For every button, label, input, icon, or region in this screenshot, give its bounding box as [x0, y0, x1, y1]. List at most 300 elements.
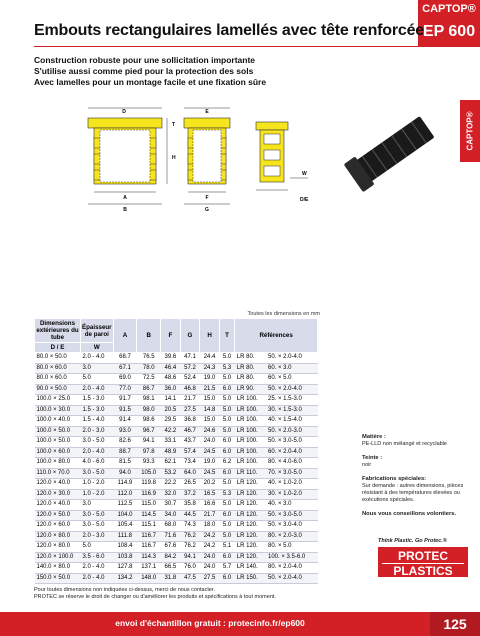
- special-text: Sur demande : autres dimensions, pièces résistant à des températures élevées ou exécutions spéciales.: [362, 483, 464, 503]
- cell-f: 62.1: [161, 458, 181, 469]
- cell-f: 53.2: [161, 468, 181, 479]
- cell-b: 76.5: [137, 353, 161, 364]
- brand-logo-line1: PROTEC: [397, 549, 448, 563]
- special-title: Fabrications spéciales:: [362, 476, 427, 482]
- cell-g: 57.2: [180, 363, 200, 374]
- units-note: Toutes les dimensions en mm: [247, 311, 320, 317]
- cell-ref-size: 40. × 1.5-4.0: [266, 416, 318, 427]
- cell-a: 108.4: [113, 542, 137, 553]
- col-header-a: A: [113, 319, 137, 353]
- cell-h: 16.5: [200, 489, 220, 500]
- cell-h: 24.4: [200, 353, 220, 364]
- cell-g: 47.5: [180, 573, 200, 584]
- sample-request-link[interactable]: envoi d'échantillon gratuit : protecinfo.fr/ep600: [115, 618, 305, 628]
- cell-ref: LR 120.: [235, 531, 266, 542]
- cell-t: 5.3: [219, 489, 234, 500]
- cell-a: 111.8: [113, 531, 137, 542]
- cell-ref: LR 110.: [235, 468, 266, 479]
- cell-thickness: 3.0: [81, 363, 114, 374]
- cell-ref: LR 120.: [235, 521, 266, 532]
- cell-h: 24.0: [200, 437, 220, 448]
- cell-f: 30.7: [161, 500, 181, 511]
- cell-t: 5.0: [219, 479, 234, 490]
- cell-a: 112.0: [113, 489, 137, 500]
- table-row: [35, 531, 318, 542]
- table-row: [35, 510, 318, 521]
- cell-g: 37.2: [180, 489, 200, 500]
- cell-a: 67.1: [113, 363, 137, 374]
- cell-f: 71.6: [161, 531, 181, 542]
- table-row: [35, 479, 318, 490]
- table-row: [35, 405, 318, 416]
- cell-h: 27.5: [200, 573, 220, 584]
- footnote-line: Pour toutes dimensions non indiquées ci-dessus, merci de nous contacter.: [34, 587, 215, 593]
- cell-ref-size: 50. × 2.0-4.0: [266, 353, 318, 364]
- cell-t: 5.0: [219, 521, 234, 532]
- cell-ref: LR 120.: [235, 510, 266, 521]
- cell-b: 72.5: [137, 374, 161, 385]
- cell-t: 5.0: [219, 500, 234, 511]
- cell-t: 6.0: [219, 447, 234, 458]
- cell-g: 44.5: [180, 510, 200, 521]
- cell-a: 68.7: [113, 353, 137, 364]
- cell-h: 24.3: [200, 363, 220, 374]
- dim-label-w: W: [302, 171, 307, 177]
- cell-b: 94.1: [137, 437, 161, 448]
- cell-t: 6.0: [219, 468, 234, 479]
- cell-f: 48.9: [161, 447, 181, 458]
- cell-ref: LR 100.: [235, 458, 266, 469]
- cell-f: 20.5: [161, 405, 181, 416]
- cell-dims: 80.0 × 60.0: [35, 363, 81, 374]
- material-title: Matière :: [362, 434, 386, 440]
- cell-ref: LR 90.: [235, 384, 266, 395]
- col-header-h: H: [200, 319, 220, 353]
- cell-dims: 100.0 × 25.0: [35, 395, 81, 406]
- cell-g: 35.8: [180, 500, 200, 511]
- cell-b: 114.5: [137, 510, 161, 521]
- cell-a: 104.0: [113, 510, 137, 521]
- cell-b: 98.1: [137, 395, 161, 406]
- cell-a: 134.2: [113, 573, 137, 584]
- cell-dims: 110.0 × 70.0: [35, 468, 81, 479]
- col-header-dims: Dimensions extérieures du tube: [36, 320, 79, 341]
- cell-f: 29.5: [161, 416, 181, 427]
- cell-ref-size: 50. × 3.0-5.0: [266, 437, 318, 448]
- dim-label-a: A: [123, 195, 127, 201]
- cell-thickness: 2.0 - 4.0: [81, 573, 114, 584]
- cell-a: 103.8: [113, 552, 137, 563]
- table-row: [35, 563, 318, 574]
- cell-ref: LR 100.: [235, 395, 266, 406]
- table-row: [35, 395, 318, 406]
- table-row: [35, 500, 318, 511]
- cell-ref-size: 80. × 4.0-6.0: [266, 458, 318, 469]
- cell-h: 19.0: [200, 374, 220, 385]
- dim-label-de: D/E: [300, 197, 309, 203]
- side-brand-tab: [460, 100, 480, 162]
- col-subheader-w: W: [81, 343, 114, 353]
- cell-g: 94.1: [180, 552, 200, 563]
- cell-h: 19.0: [200, 458, 220, 469]
- cell-dims: 120.0 × 60.0: [35, 521, 81, 532]
- cell-t: 6.0: [219, 552, 234, 563]
- table-row: [35, 458, 318, 469]
- cell-a: 91.5: [113, 405, 137, 416]
- cell-thickness: 2.0 - 4.0: [81, 384, 114, 395]
- cell-t: 6.0: [219, 437, 234, 448]
- cell-h: 24.0: [200, 552, 220, 563]
- table-row: [35, 552, 318, 563]
- cell-f: 14.1: [161, 395, 181, 406]
- cell-ref-size: 50. × 3.0-5.0: [266, 510, 318, 521]
- cell-t: 5.0: [219, 353, 234, 364]
- cell-f: 46.4: [161, 363, 181, 374]
- cell-thickness: 3.5 - 6.0: [81, 552, 114, 563]
- cell-ref: LR 100.: [235, 447, 266, 458]
- cell-t: 6.0: [219, 510, 234, 521]
- cell-h: 21.5: [200, 384, 220, 395]
- table-row: [35, 374, 318, 385]
- cell-h: 20.2: [200, 479, 220, 490]
- cell-thickness: 4.0 - 6.0: [81, 458, 114, 469]
- cell-a: 82.6: [113, 437, 137, 448]
- cell-f: 67.6: [161, 542, 181, 553]
- cell-thickness: 2.0 - 4.0: [81, 353, 114, 364]
- cell-b: 96.7: [137, 426, 161, 437]
- cell-t: 6.0: [219, 573, 234, 584]
- table-row: [35, 447, 318, 458]
- cell-g: 76.0: [180, 563, 200, 574]
- cell-a: 91.7: [113, 395, 137, 406]
- col-header-t: T: [219, 319, 234, 353]
- cell-ref: LR 120.: [235, 552, 266, 563]
- cell-ref-size: 80. × 2.0-4.0: [266, 563, 318, 574]
- footnote-line: PROTEC se réserve le droit de changer ou d'améliorer les produits et spécifications à tout moment.: [34, 594, 276, 600]
- dim-label-g: G: [205, 207, 209, 213]
- cell-a: 105.4: [113, 521, 137, 532]
- cell-dims: 100.0 × 50.0: [35, 437, 81, 448]
- technical-drawing: [34, 104, 334, 214]
- cell-f: 33.1: [161, 437, 181, 448]
- dim-label-e: E: [205, 109, 209, 115]
- cell-ref-size: 60. × 5.0: [266, 374, 318, 385]
- cell-t: 6.2: [219, 458, 234, 469]
- col-header-f: F: [161, 319, 181, 353]
- col-header-thickness: Épaisseur de paroi: [81, 319, 114, 343]
- cell-thickness: 2.0 - 3.0: [81, 426, 114, 437]
- cell-dims: 100.0 × 40.0: [35, 416, 81, 427]
- table-row: [35, 521, 318, 532]
- material-text: PE-LLD non mélangé et recyclable: [362, 441, 447, 447]
- cell-t: 5.0: [219, 531, 234, 542]
- cell-g: 46.7: [180, 426, 200, 437]
- cell-dims: 100.0 × 80.0: [35, 458, 81, 469]
- brand-logo: [378, 547, 468, 577]
- cell-b: 116.7: [137, 542, 161, 553]
- dim-label-f: F: [205, 195, 209, 201]
- table-row: [35, 353, 318, 364]
- cell-g: 46.8: [180, 384, 200, 395]
- cell-f: 68.0: [161, 521, 181, 532]
- cell-f: 84.2: [161, 552, 181, 563]
- cell-h: 24.5: [200, 447, 220, 458]
- cell-ref-size: 40. × 1.0-2.0: [266, 479, 318, 490]
- cell-ref-size: 50. × 3.0-4.0: [266, 521, 318, 532]
- cell-g: 47.1: [180, 353, 200, 364]
- cell-thickness: 1.5 - 3.0: [81, 405, 114, 416]
- cell-dims: 150.0 × 50.0: [35, 573, 81, 584]
- dim-label-h: H: [172, 155, 176, 161]
- brand-tab: CAPTOP®: [418, 0, 480, 18]
- cell-h: 24.5: [200, 468, 220, 479]
- cell-dims: 80.0 × 50.0: [35, 353, 81, 364]
- cell-a: 81.5: [113, 458, 137, 469]
- cell-ref-size: 25. × 1.5-3.0: [266, 395, 318, 406]
- cell-ref: LR 120.: [235, 542, 266, 553]
- cell-ref: LR 120.: [235, 500, 266, 511]
- table-row: [35, 573, 318, 584]
- cell-g: 52.4: [180, 374, 200, 385]
- cell-dims: 120.0 × 80.0: [35, 542, 81, 553]
- table-row: [35, 489, 318, 500]
- cell-h: 15.0: [200, 395, 220, 406]
- cell-ref-size: 80. × 2.0-3.0: [266, 531, 318, 542]
- footnotes: [34, 587, 276, 601]
- table-header-row: [35, 319, 318, 343]
- cell-thickness: 1.0 - 2.0: [81, 479, 114, 490]
- cell-thickness: 3.0 - 5.0: [81, 437, 114, 448]
- cell-thickness: 3.0 - 5.0: [81, 521, 114, 532]
- table-row: [35, 426, 318, 437]
- side-brand-label: CAPTOP®: [465, 111, 475, 151]
- cell-g: 76.2: [180, 531, 200, 542]
- cell-t: 5.0: [219, 416, 234, 427]
- cell-f: 32.0: [161, 489, 181, 500]
- cell-dims: 140.0 × 80.0: [35, 563, 81, 574]
- cell-thickness: 3.0 - 5.0: [81, 468, 114, 479]
- cell-f: 36.0: [161, 384, 181, 395]
- cell-thickness: 5.0: [81, 374, 114, 385]
- cell-ref-size: 60. × 2.0-4.0: [266, 447, 318, 458]
- footer-bar: [0, 612, 480, 636]
- cell-f: 42.2: [161, 426, 181, 437]
- cell-ref: LR 150.: [235, 573, 266, 584]
- cell-t: 5.3: [219, 363, 234, 374]
- cell-thickness: 2.0 - 4.0: [81, 563, 114, 574]
- cell-h: 14.8: [200, 405, 220, 416]
- cell-b: 97.8: [137, 447, 161, 458]
- cell-ref: LR 120.: [235, 489, 266, 500]
- cell-b: 78.0: [137, 363, 161, 374]
- cell-g: 57.4: [180, 447, 200, 458]
- cell-b: 115.0: [137, 500, 161, 511]
- section-view: [256, 122, 309, 203]
- cell-ref-size: 50. × 2.0-4.0: [266, 384, 318, 395]
- cell-f: 48.6: [161, 374, 181, 385]
- cell-ref-size: 30. × 1.0-2.0: [266, 489, 318, 500]
- cell-g: 76.2: [180, 542, 200, 553]
- table-row: [35, 468, 318, 479]
- cell-t: 5.0: [219, 395, 234, 406]
- cell-b: 98.6: [137, 416, 161, 427]
- cell-f: 39.6: [161, 353, 181, 364]
- cell-ref: LR 80.: [235, 353, 266, 364]
- cell-h: 15.0: [200, 416, 220, 427]
- cell-h: 16.6: [200, 500, 220, 511]
- cell-dims: 120.0 × 40.0: [35, 479, 81, 490]
- cell-g: 36.8: [180, 416, 200, 427]
- cell-t: 5.1: [219, 542, 234, 553]
- cell-t: 5.7: [219, 563, 234, 574]
- page-title: Embouts rectangulaires lamellés avec tête renforcée: [34, 22, 424, 39]
- cell-thickness: 1.5 - 3.0: [81, 395, 114, 406]
- cell-dims: 80.0 × 60.0: [35, 374, 81, 385]
- cell-g: 73.4: [180, 458, 200, 469]
- cell-ref: LR 80.: [235, 374, 266, 385]
- dim-label-d: D: [122, 109, 126, 115]
- cell-h: 24.2: [200, 531, 220, 542]
- brand-tagline: Think Plastic. Go Protec.®: [378, 538, 447, 544]
- cell-f: 34.0: [161, 510, 181, 521]
- cell-f: 66.5: [161, 563, 181, 574]
- cell-ref: LR 100.: [235, 426, 266, 437]
- table-row: [35, 384, 318, 395]
- cell-thickness: 2.0 - 3.0: [81, 531, 114, 542]
- cell-dims: 120.0 × 40.0: [35, 500, 81, 511]
- cell-b: 93.3: [137, 458, 161, 469]
- product-photo: [338, 108, 448, 198]
- cell-ref-size: 80. × 5.0: [266, 542, 318, 553]
- cell-t: 5.0: [219, 426, 234, 437]
- cell-h: 18.0: [200, 521, 220, 532]
- color-text: noir: [362, 462, 372, 468]
- title-divider: [34, 46, 480, 47]
- col-header-g: G: [180, 319, 200, 353]
- cell-t: 5.0: [219, 405, 234, 416]
- cell-h: 24.2: [200, 542, 220, 553]
- dim-label-b: B: [123, 207, 127, 213]
- cell-a: 94.0: [113, 468, 137, 479]
- cell-ref-size: 30. × 1.5-3.0: [266, 405, 318, 416]
- cell-ref: LR 80.: [235, 363, 266, 374]
- cell-b: 116.9: [137, 489, 161, 500]
- cell-a: 93.0: [113, 426, 137, 437]
- cell-ref-size: 70. × 3.0-5.0: [266, 468, 318, 479]
- cell-b: 115.1: [137, 521, 161, 532]
- cell-b: 116.7: [137, 531, 161, 542]
- cell-a: 88.7: [113, 447, 137, 458]
- table-body: [35, 353, 318, 584]
- cell-dims: 120.0 × 30.0: [35, 489, 81, 500]
- cell-ref: LR 100.: [235, 437, 266, 448]
- cell-b: 119.8: [137, 479, 161, 490]
- cell-dims: 120.0 × 80.0: [35, 531, 81, 542]
- cell-thickness: 2.0 - 4.0: [81, 447, 114, 458]
- cell-thickness: 1.5 - 4.0: [81, 416, 114, 427]
- cell-b: 148.0: [137, 573, 161, 584]
- cell-g: 74.3: [180, 521, 200, 532]
- cell-t: 5.0: [219, 374, 234, 385]
- cell-a: 112.5: [113, 500, 137, 511]
- cell-ref: LR 100.: [235, 405, 266, 416]
- cell-ref-size: 100. × 3.5-6.0: [266, 552, 318, 563]
- cell-g: 21.7: [180, 395, 200, 406]
- cell-b: 105.0: [137, 468, 161, 479]
- cell-a: 114.9: [113, 479, 137, 490]
- cell-a: 69.0: [113, 374, 137, 385]
- col-header-b: B: [137, 319, 161, 353]
- brand-logo-line2: PLASTICS: [393, 564, 453, 578]
- table-row: [35, 363, 318, 374]
- cell-g: 26.5: [180, 479, 200, 490]
- cell-h: 24.6: [200, 426, 220, 437]
- cell-dims: 100.0 × 50.0: [35, 426, 81, 437]
- cell-ref: LR 140.: [235, 563, 266, 574]
- cell-b: 98.0: [137, 405, 161, 416]
- cell-g: 43.7: [180, 437, 200, 448]
- side-view: [88, 108, 176, 213]
- cell-a: 91.4: [113, 416, 137, 427]
- table-row: [35, 542, 318, 553]
- cell-h: 21.7: [200, 510, 220, 521]
- cell-f: 31.8: [161, 573, 181, 584]
- cell-b: 86.7: [137, 384, 161, 395]
- page-number: 125: [430, 612, 480, 636]
- table-row: [35, 416, 318, 427]
- front-view: [184, 108, 230, 213]
- cell-ref-size: 60. × 3.0: [266, 363, 318, 374]
- cell-f: 22.2: [161, 479, 181, 490]
- cell-thickness: 5.0: [81, 542, 114, 553]
- cell-ref-size: 40. × 3.0: [266, 500, 318, 511]
- cell-ref-size: 50. × 2.0-4.0: [266, 573, 318, 584]
- cell-b: 114.3: [137, 552, 161, 563]
- cell-h: 24.0: [200, 563, 220, 574]
- product-notes: [362, 434, 472, 518]
- cell-ref: LR 100.: [235, 416, 266, 427]
- cell-dims: 120.0 × 100.0: [35, 552, 81, 563]
- col-header-refs: Références: [235, 319, 318, 353]
- cell-dims: 100.0 × 60.0: [35, 447, 81, 458]
- cell-dims: 120.0 × 50.0: [35, 510, 81, 521]
- cell-g: 27.5: [180, 405, 200, 416]
- cell-thickness: 1.0 - 2.0: [81, 489, 114, 500]
- feature-item: Avec lamelles pour un montage facile et une fixation sûre: [34, 77, 267, 87]
- product-code-badge: EP 600: [418, 18, 480, 46]
- table-row: [35, 437, 318, 448]
- cell-b: 137.1: [137, 563, 161, 574]
- cell-thickness: 3.0: [81, 500, 114, 511]
- color-title: Teinte :: [362, 455, 383, 461]
- cell-a: 77.0: [113, 384, 137, 395]
- cell-ref: LR 120.: [235, 479, 266, 490]
- col-subheader-de: D / E: [35, 343, 81, 353]
- cell-ref-size: 50. × 2.0-3.0: [266, 426, 318, 437]
- feature-item: S'utilise aussi comme pied pour la protection des sols: [34, 66, 254, 76]
- cell-dims: 100.0 × 30.0: [35, 405, 81, 416]
- feature-list: [34, 55, 266, 88]
- feature-item: Construction robuste pour une sollicitation importante: [34, 55, 256, 65]
- dim-label-t: T: [172, 122, 176, 128]
- cell-dims: 90.0 × 50.0: [35, 384, 81, 395]
- cell-t: 6.0: [219, 384, 234, 395]
- cell-g: 64.0: [180, 468, 200, 479]
- cell-thickness: 3.0 - 5.0: [81, 510, 114, 521]
- dimensions-table: [34, 318, 318, 584]
- advice-text: Nous vous conseillons volontiers.: [362, 511, 457, 517]
- cell-a: 127.8: [113, 563, 137, 574]
